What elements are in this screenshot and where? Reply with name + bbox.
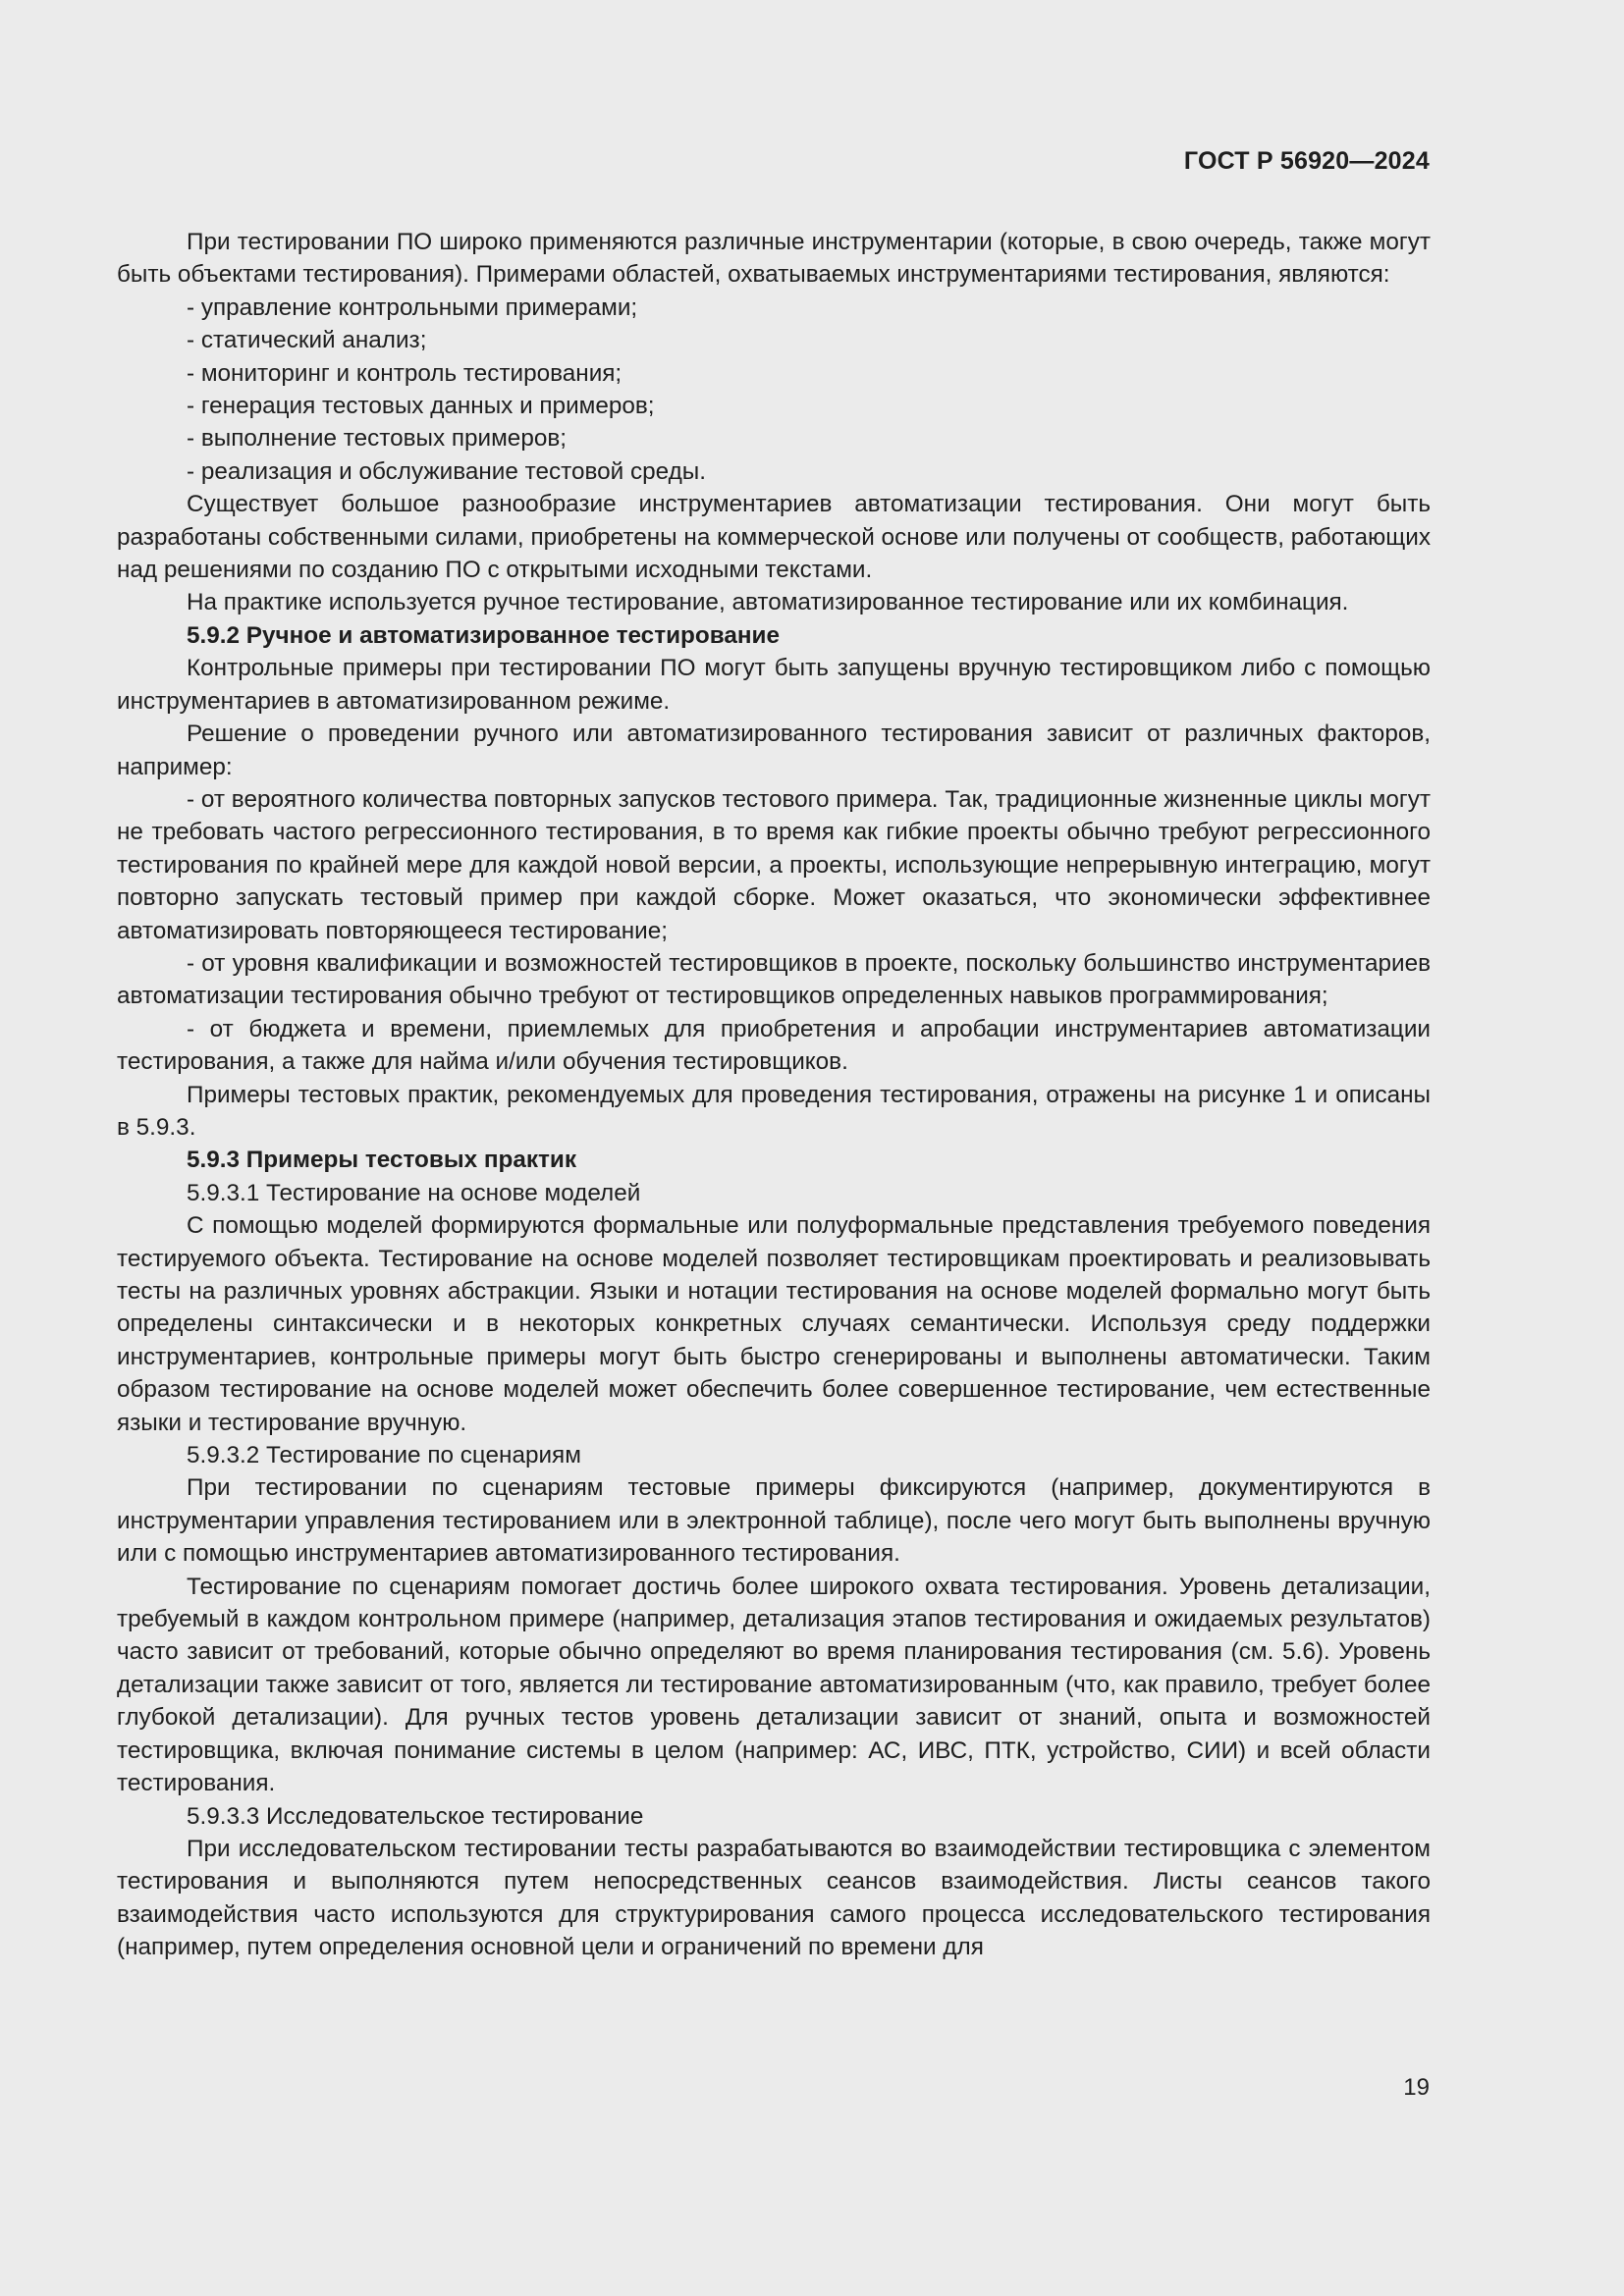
paragraph: Решение о проведении ручного или автоматизированного тестирования зависит от различных факторов, например:	[117, 721, 1431, 780]
list-item: - выполнение тестовых примеров;	[187, 425, 568, 453]
subsection-heading: 5.9.3.1 Тестирование на основе моделей	[187, 1179, 641, 1206]
paragraph: При исследовательском тестировании тесты разрабатываются во взаимодействии тестировщика с элементом тестирования и выполняются путем непосредственных сеансов взаимодействия. Листы сеансов такого взаимодействия часто используются для структурирования самого процесса исследовательского тестирования (например, путем определения основной цели и ограничений по времени для	[117, 1835, 1431, 1961]
list-item: - от вероятного количества повторных запусков тестового примера. Так, традиционные жизненные циклы могут не требовать частого регрессионного тестирования, в то время как гибкие проекты обычно требуют регрессионного тестирования по крайней мере для каждой новой версии, а проекты, использующие непрерывную интеграцию, могут повторно запускать тестовый пример при каждой сборке. Может оказаться, что экономически эффективнее автоматизировать повторяющееся тестирование;	[117, 785, 1431, 944]
standard-header: ГОСТ Р 56920—2024	[1183, 147, 1430, 175]
paragraph: На практике используется ручное тестирование, автоматизированное тестирование или их комбинация.	[187, 589, 1349, 616]
page-number: 19	[1403, 2074, 1430, 2101]
list-item: - от бюджета и времени, приемлемых для приобретения и апробации инструментариев автоматизации тестирования, а также для найма и/или обучения тестировщиков.	[117, 1015, 1431, 1076]
subsection-heading: 5.9.3.3 Исследовательское тестирование	[187, 1802, 644, 1830]
paragraph: Существует большое разнообразие инструментариев автоматизации тестирования. Они могут быть разработаны собственными силами, приобретены на коммерческой основе или получены от сообществ, работающих над решениями по созданию ПО с открытыми исходными текстами.	[117, 491, 1431, 584]
paragraph: При тестировании по сценариям тестовые примеры фиксируются (например, документируются в инструментарии управления тестированием или в электронной таблице), после чего могут быть выполнены вручную или с помощью инструментариев автоматизированного тестирования.	[117, 1474, 1431, 1568]
list-item: - реализация и обслуживание тестовой среды.	[187, 457, 707, 485]
list-item: - управление контрольными примерами;	[187, 294, 638, 321]
paragraph: Тестирование по сценариям помогает достичь более широкого охвата тестирования. Уровень детализации, требуемый в каждом контрольном примере (например, детализация этапов тестирования и ожидаемых результатов) часто зависит от требований, которые обычно определяют во время планирования тестирования (см. 5.6). Уровень детализации также зависит от того, является ли тестирование автоматизированным (что, как правило, требует более глубокой детализации). Для ручных тестов уровень детализации зависит от знаний, опыта и возможностей тестировщика, включая понимание системы в целом (например: АС, ИВС, ПТК, устройство, СИИ) и всей области тестирования.	[117, 1573, 1431, 1797]
page-body	[117, 226, 1431, 1964]
list-item: - от уровня квалификации и возможностей тестировщиков в проекте, поскольку большинство инструментариев автоматизации тестирования обычно требуют от тестировщиков определенных навыков программирования;	[117, 949, 1431, 1010]
list-item: - генерация тестовых данных и примеров;	[187, 393, 655, 420]
subsection-heading: 5.9.3.2 Тестирование по сценариям	[187, 1442, 581, 1469]
paragraph: С помощью моделей формируются формальные или полуформальные представления требуемого поведения тестируемого объекта. Тестирование на основе моделей позволяет тестировщикам проектировать и реализовывать тесты на различных уровнях абстракции. Языки и нотации тестирования на основе моделей формально могут быть определены синтаксически и в некоторых конкретных случаях семантически. Используя среду поддержки инструментариев, контрольные примеры могут быть быстро сгенерированы и выполнены автоматически. Таким образом тестирование на основе моделей может обеспечить более совершенное тестирование, чем естественные языки и тестирование вручную.	[117, 1212, 1431, 1436]
paragraph: При тестировании ПО широко применяются различные инструментарии (которые, в свою очередь, также могут быть объектами тестирования). Примерами областей, охватываемых инструментариями тестирования, являются:	[117, 229, 1431, 289]
list-item: - мониторинг и контроль тестирования;	[187, 359, 623, 387]
list-item: - статический анализ;	[187, 327, 427, 354]
section-heading: 5.9.3 Примеры тестовых практик	[187, 1147, 577, 1174]
section-heading: 5.9.2 Ручное и автоматизированное тестирование	[187, 621, 780, 649]
paragraph: Контрольные примеры при тестировании ПО могут быть запущены вручную тестировщиком либо с помощью инструментариев в автоматизированном режиме.	[117, 655, 1431, 715]
paragraph: Примеры тестовых практик, рекомендуемых для проведения тестирования, отражены на рисунке 1 и описаны в 5.9.3.	[117, 1081, 1431, 1141]
